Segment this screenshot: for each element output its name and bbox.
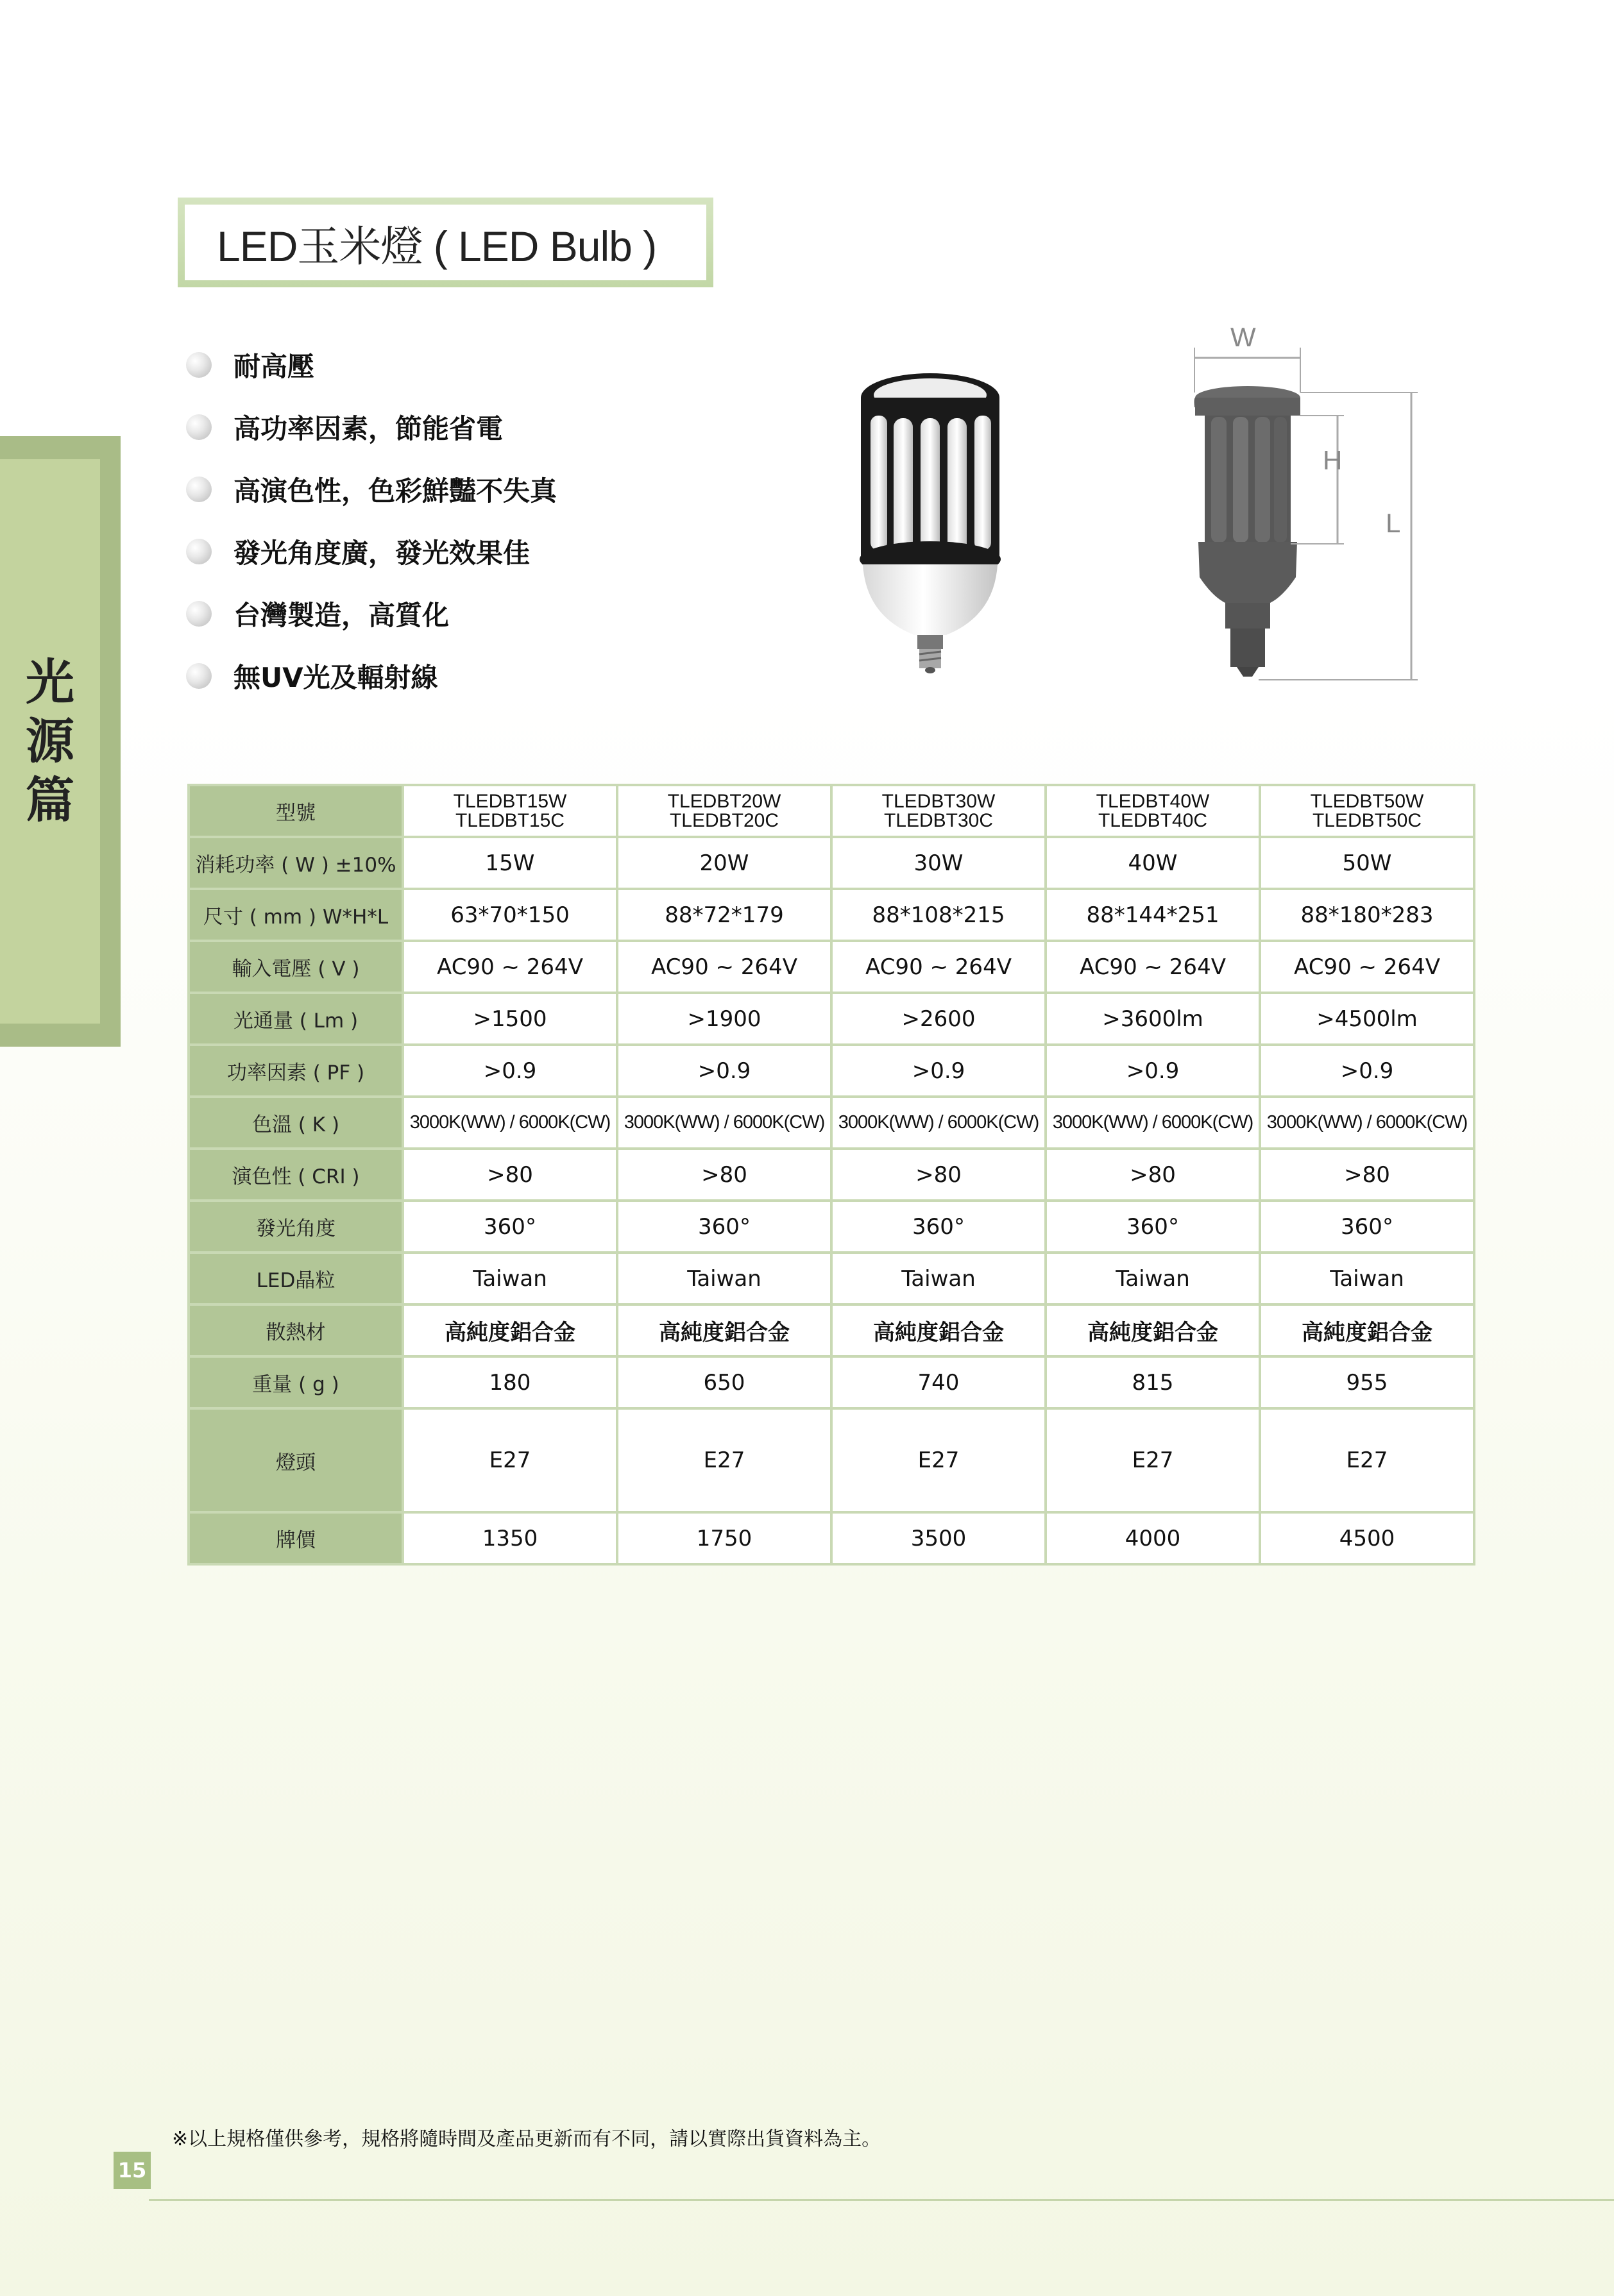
table-row xyxy=(189,1045,1474,1097)
model-cell: TLEDBT15W TLEDBT15C xyxy=(403,785,617,837)
bullet-icon xyxy=(186,539,212,564)
feature-item: 無UV光及輻射線 xyxy=(186,645,557,707)
bullet-icon xyxy=(186,414,212,440)
table-cell: >0.9 xyxy=(403,1045,617,1097)
model-cell: TLEDBT20W TLEDBT20C xyxy=(617,785,831,837)
table-cell: 高純度鋁合金 xyxy=(1046,1304,1260,1356)
table-cell: AC90 ~ 264V xyxy=(831,941,1046,993)
length-label: L xyxy=(1386,508,1401,538)
table-cell: 1350 xyxy=(403,1512,617,1564)
table-row xyxy=(189,1149,1474,1201)
table-cell: >1500 xyxy=(403,993,617,1045)
bullet-icon xyxy=(186,601,212,627)
table-row xyxy=(189,1253,1474,1304)
table-cell: 63*70*150 xyxy=(403,889,617,941)
table-cell: 3000K(WW) / 6000K(CW) xyxy=(831,1097,1046,1149)
table-cell: 50W xyxy=(1260,837,1474,889)
table-row xyxy=(189,1356,1474,1408)
table-cell: >3600lm xyxy=(1046,993,1260,1045)
page-number: 15 xyxy=(114,2152,151,2189)
table-cell: Taiwan xyxy=(403,1253,617,1304)
table-cell: >80 xyxy=(831,1149,1046,1201)
bullet-icon xyxy=(186,663,212,689)
spec-table xyxy=(187,784,1475,1566)
section-side-label: 光 源 篇 xyxy=(0,459,100,1024)
row-label: 牌價 xyxy=(189,1512,403,1564)
row-label: 光通量 ( Lm ) xyxy=(189,993,403,1045)
table-cell: 650 xyxy=(617,1356,831,1408)
row-label: 燈頭 xyxy=(189,1408,403,1512)
footer-divider xyxy=(149,2199,1614,2201)
table-cell: 3000K(WW) / 6000K(CW) xyxy=(1260,1097,1474,1149)
table-cell: >80 xyxy=(1046,1149,1260,1201)
row-label: 功率因素 ( PF ) xyxy=(189,1045,403,1097)
table-cell: 88*108*215 xyxy=(831,889,1046,941)
table-cell: 360° xyxy=(617,1201,831,1253)
table-cell: 88*180*283 xyxy=(1260,889,1474,941)
table-cell: E27 xyxy=(617,1408,831,1512)
title-box xyxy=(178,198,713,287)
table-cell: AC90 ~ 264V xyxy=(617,941,831,993)
table-row xyxy=(189,889,1474,941)
feature-list xyxy=(186,333,557,707)
model-cell: TLEDBT40W TLEDBT40C xyxy=(1046,785,1260,837)
table-cell: Taiwan xyxy=(617,1253,831,1304)
height-label: H xyxy=(1323,445,1343,475)
row-label: 發光角度 xyxy=(189,1201,403,1253)
section-side-tab xyxy=(0,436,121,1047)
table-cell: >0.9 xyxy=(617,1045,831,1097)
table-cell: >80 xyxy=(617,1149,831,1201)
feature-item: 耐高壓 xyxy=(186,333,557,396)
table-cell: 360° xyxy=(403,1201,617,1253)
table-cell: Taiwan xyxy=(831,1253,1046,1304)
feature-item: 發光角度廣，發光效果佳 xyxy=(186,520,557,582)
table-cell: 高純度鋁合金 xyxy=(617,1304,831,1356)
table-cell: 20W xyxy=(617,837,831,889)
table-cell: 360° xyxy=(831,1201,1046,1253)
row-label: 重量 ( g ) xyxy=(189,1356,403,1408)
table-cell: >80 xyxy=(403,1149,617,1201)
feature-item: 高功率因素，節能省電 xyxy=(186,396,557,458)
table-cell: >0.9 xyxy=(831,1045,1046,1097)
table-cell: Taiwan xyxy=(1046,1253,1260,1304)
row-label: 輸入電壓 ( V ) xyxy=(189,941,403,993)
bullet-icon xyxy=(186,352,212,378)
row-label: 消耗功率 ( W ) ±10% xyxy=(189,837,403,889)
table-cell: 高純度鋁合金 xyxy=(403,1304,617,1356)
table-cell: 4000 xyxy=(1046,1512,1260,1564)
table-cell: 3000K(WW) / 6000K(CW) xyxy=(403,1097,617,1149)
table-cell: >2600 xyxy=(831,993,1046,1045)
model-cell: TLEDBT50W TLEDBT50C xyxy=(1260,785,1474,837)
table-row xyxy=(189,1201,1474,1253)
table-cell: 30W xyxy=(831,837,1046,889)
table-cell: 815 xyxy=(1046,1356,1260,1408)
page-title: LED玉米燈 ( LED Bulb ) xyxy=(185,205,706,280)
row-label: 演色性 ( CRI ) xyxy=(189,1149,403,1201)
table-header-row xyxy=(189,785,1474,837)
row-label: 尺寸 ( mm ) W*H*L xyxy=(189,889,403,941)
table-cell: 180 xyxy=(403,1356,617,1408)
width-label: W xyxy=(1230,322,1256,352)
row-label: LED晶粒 xyxy=(189,1253,403,1304)
feature-item: 台灣製造，高質化 xyxy=(186,582,557,645)
row-label: 色溫 ( K ) xyxy=(189,1097,403,1149)
table-cell: >1900 xyxy=(617,993,831,1045)
table-cell: 88*72*179 xyxy=(617,889,831,941)
table-row xyxy=(189,993,1474,1045)
table-cell: >4500lm xyxy=(1260,993,1474,1045)
dimension-diagram xyxy=(1091,321,1475,705)
product-photo xyxy=(760,359,1081,680)
table-cell: AC90 ~ 264V xyxy=(403,941,617,993)
row-label: 型號 xyxy=(189,785,403,837)
bullet-icon xyxy=(186,477,212,502)
table-cell: 955 xyxy=(1260,1356,1474,1408)
table-cell: 3000K(WW) / 6000K(CW) xyxy=(1046,1097,1260,1149)
table-row xyxy=(189,1512,1474,1564)
table-cell: 360° xyxy=(1260,1201,1474,1253)
row-label: 散熱材 xyxy=(189,1304,403,1356)
table-row xyxy=(189,941,1474,993)
table-cell: AC90 ~ 264V xyxy=(1046,941,1260,993)
table-cell: 高純度鋁合金 xyxy=(1260,1304,1474,1356)
table-cell: 740 xyxy=(831,1356,1046,1408)
table-cell: 3000K(WW) / 6000K(CW) xyxy=(617,1097,831,1149)
footnote: ※以上規格僅供參考，規格將隨時間及產品更新而有不同，請以實際出貨資料為主。 xyxy=(172,2128,881,2150)
table-cell: 88*144*251 xyxy=(1046,889,1260,941)
table-cell: 40W xyxy=(1046,837,1260,889)
table-row xyxy=(189,837,1474,889)
table-row xyxy=(189,1097,1474,1149)
feature-item: 高演色性，色彩鮮豔不失真 xyxy=(186,458,557,520)
table-cell: E27 xyxy=(1046,1408,1260,1512)
model-cell: TLEDBT30W TLEDBT30C xyxy=(831,785,1046,837)
table-cell: 高純度鋁合金 xyxy=(831,1304,1046,1356)
table-cell: >0.9 xyxy=(1260,1045,1474,1097)
table-cell: 4500 xyxy=(1260,1512,1474,1564)
table-cell: 360° xyxy=(1046,1201,1260,1253)
table-row xyxy=(189,1408,1474,1512)
table-cell: >80 xyxy=(1260,1149,1474,1201)
table-row xyxy=(189,1304,1474,1356)
table-cell: 3500 xyxy=(831,1512,1046,1564)
table-cell: 1750 xyxy=(617,1512,831,1564)
table-cell: E27 xyxy=(831,1408,1046,1512)
table-cell: AC90 ~ 264V xyxy=(1260,941,1474,993)
table-cell: >0.9 xyxy=(1046,1045,1260,1097)
table-cell: E27 xyxy=(1260,1408,1474,1512)
table-cell: 15W xyxy=(403,837,617,889)
table-cell: Taiwan xyxy=(1260,1253,1474,1304)
table-cell: E27 xyxy=(403,1408,617,1512)
